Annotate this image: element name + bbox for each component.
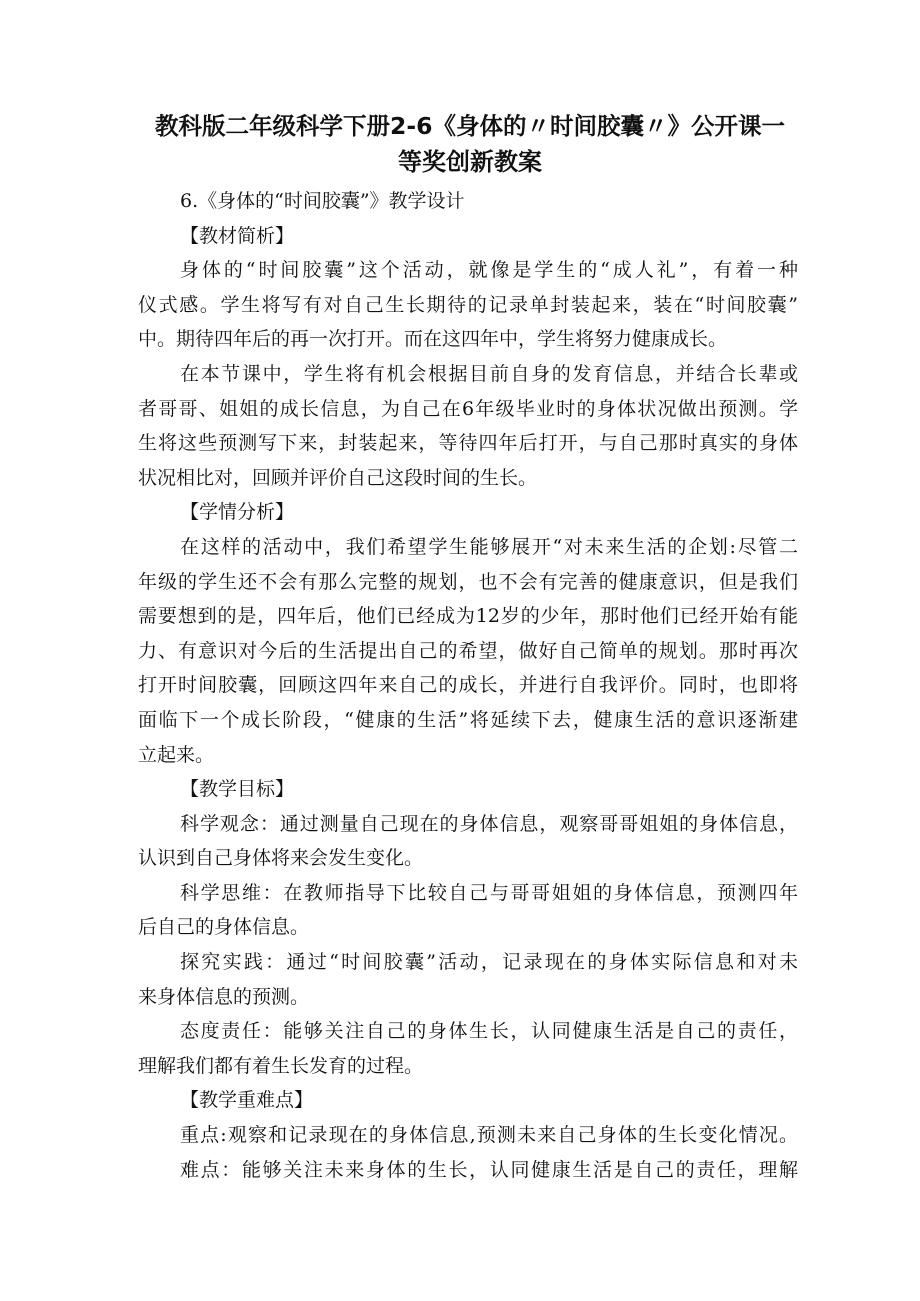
title-line-2: 等奖创新教案 xyxy=(398,148,542,176)
section-heading-textbook: 【教材简析】 xyxy=(180,224,295,247)
goal-line: 来身体信息的预测。 xyxy=(138,985,310,1008)
goal-line: 态度责任：能够关注自己的身体生长，认同健康生活是自己的责任， xyxy=(180,1020,798,1043)
goal-line: 科学观念：通过测量自己现在的身体信息，观察哥哥姐姐的身体信息， xyxy=(180,812,798,835)
paragraph-line: 在这样的活动中，我们希望学生能够展开“对未来生活的企划:尽管二 xyxy=(180,535,798,558)
goal-line: 科学思维：在教师指导下比较自己与哥哥姐姐的身体信息，预测四年 xyxy=(180,881,798,904)
goal-line: 理解我们都有着生长发育的过程。 xyxy=(138,1054,424,1077)
paragraph-line: 打开时间胶囊，回顾这四年来自己的成长，并进行自我评价。同时，也即将 xyxy=(138,674,798,697)
paragraph-line: 立起来。 xyxy=(138,743,215,766)
section-heading-key-points: 【教学重难点】 xyxy=(180,1089,314,1112)
goal-line: 探究实践：通过“时间胶囊”活动，记录现在的身体实际信息和对未 xyxy=(180,951,798,974)
difficulty-line: 难点：能够关注未来身体的生长，认同健康生活是自己的责任，理解 xyxy=(180,1158,798,1181)
goal-line: 认识到自己身体将来会发生变化。 xyxy=(138,847,424,870)
paragraph-line: 需要想到的是，四年后，他们已经成为12岁的少年，那时他们已经开始有能 xyxy=(138,605,798,628)
document-title xyxy=(150,108,790,180)
paragraph-line: 在本节课中，学生将有机会根据目前自身的发育信息，并结合长辈或 xyxy=(180,362,798,385)
paragraph-line: 仪式感。学生将写有对自己生长期待的记录单封装起来，装在“时间胶囊” xyxy=(138,293,798,316)
title-line-1: 教科版二年级科学下册2-6《身体的〃时间胶囊〃》公开课一 xyxy=(155,112,785,140)
paragraph-line: 年级的学生还不会有那么完整的规划，也不会有完善的健康意识，但是我们 xyxy=(138,570,798,593)
document-body xyxy=(138,184,798,1187)
paragraph-line: 中。期待四年后的再一次打开。而在这四年中，学生将努力健康成长。 xyxy=(138,328,728,351)
paragraph-line: 身体的“时间胶囊”这个活动，就像是学生的“成人礼”，有着一种 xyxy=(180,259,798,282)
subtitle: 6.《身体的“时间胶囊”》教学设计 xyxy=(180,190,465,212)
key-point-line: 重点:观察和记录现在的身体信息,预测未来自己身体的生长变化情况。 xyxy=(180,1124,798,1147)
paragraph-line: 面临下一个成长阶段，“健康的生活”将延续下去，健康生活的意识逐渐建 xyxy=(138,708,798,731)
paragraph-line: 状况相比对，回顾并评价自己这段时间的生长。 xyxy=(138,466,538,489)
paragraph-line: 者哥哥、姐姐的成长信息，为自己在6年级毕业时的身体状况做出预测。学 xyxy=(138,397,798,420)
section-heading-goals: 【教学目标】 xyxy=(180,778,295,801)
paragraph-line: 力、有意识对今后的生活提出自己的希望，做好自己简单的规划。那时再次 xyxy=(138,639,798,662)
goal-line: 后自己的身体信息。 xyxy=(138,916,310,939)
section-heading-students: 【学情分析】 xyxy=(180,501,295,524)
paragraph-line: 生将这些预测写下来，封装起来，等待四年后打开，与自己那时真实的身体 xyxy=(138,432,798,455)
